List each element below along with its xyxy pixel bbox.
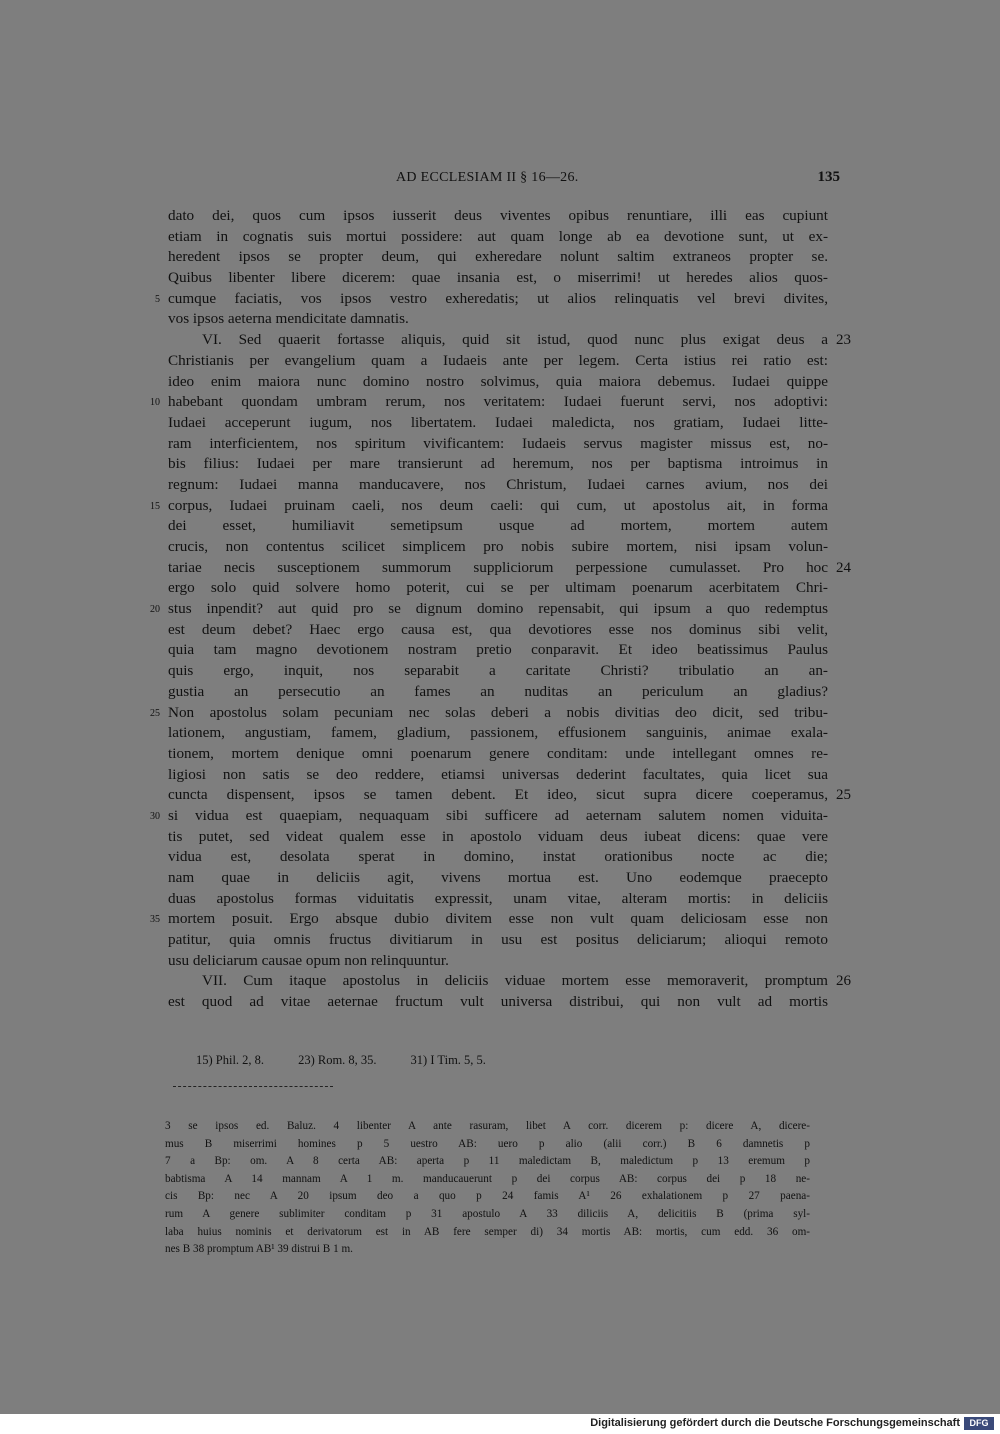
line-text: patitur, quia omnis fructus divitiarum in usu est positus deliciarum; alioqui remoto <box>168 931 828 949</box>
text-line <box>168 992 828 1013</box>
text-line <box>168 413 828 434</box>
line-text: Non apostolus solam pecuniam nec solas deberi a nobis divitias deo dicit, sed tribu- <box>168 703 828 721</box>
text-line <box>150 806 828 827</box>
line-text: etiam in cognatis suis mortui possidere: aut quam longe ab ea devotione sunt, ut ex- <box>168 227 828 245</box>
text-line <box>168 868 828 889</box>
section-marker: 25 <box>836 787 851 804</box>
text-line <box>168 744 828 765</box>
text-line <box>168 682 828 703</box>
text-line <box>168 227 828 248</box>
text-line <box>155 289 828 310</box>
footer-credit: Digitalisierung gefördert durch die Deutsche Forschungsgemeinschaft <box>590 1417 960 1429</box>
line-number: 5 <box>155 293 160 305</box>
line-text: ideo enim maiora nunc domino nostro solvimus, quia maiora debemus. Iudaei quippe <box>168 372 828 390</box>
apparatus-line: nes B 38 promptum AB¹ 39 distrui B 1 m. <box>165 1243 353 1256</box>
section-marker: 24 <box>836 559 851 576</box>
line-text: Quibus libenter libere dicerem: quae insania est, o miserrimi! ut heredes alios quos- <box>168 269 828 287</box>
line-text: habebant quondam umbram rerum, nos veritatem: Iudaei fuerunt servi, nos adoptivi: <box>168 393 828 411</box>
apparatus-line: babtisma A 14 mannam A 1 m. manducauerunt p dei corpus AB: corpus dei p 18 ne- <box>165 1172 810 1185</box>
text-line <box>168 827 828 848</box>
line-text: vidua est, desolata sperat in domino, instat orationibus nocte ac die; <box>168 848 828 866</box>
text-line <box>168 330 851 351</box>
line-number: 10 <box>150 397 160 409</box>
line-number: 20 <box>150 604 160 616</box>
apparatus-line: laba huius nominis et derivatorum est in AB fere semper di) 34 mortis AB: mortis, cum edd. 36 om- <box>165 1225 810 1238</box>
line-text: ligiosi non satis se deo reddere, etiamsi universas dederint facultates, quia licet sua <box>168 765 828 783</box>
running-header: AD ECCLESIAM II § 16—26. <box>396 170 579 185</box>
line-text: vos ipsos aeterna mendicitate damnatis. <box>168 310 409 328</box>
reference-item: 23) Rom. 8, 35. <box>298 1053 377 1067</box>
text-line <box>168 247 828 268</box>
line-number: 25 <box>150 707 160 719</box>
text-line <box>168 351 828 372</box>
line-text: Christianis per evangelium quam a Iudaeis ante per legem. Certa istius rei ratio est: <box>168 351 828 369</box>
line-text: tariae necis susceptionem summorum suppliciorum perpessione cumulasset. Pro hoc <box>168 558 828 576</box>
line-text: quis ergo, inquit, nos separabit a caritate Christi? tribulatio an an- <box>168 662 828 680</box>
critical-apparatus <box>165 1118 810 1259</box>
line-text: bis filius: Iudaei per mare transierunt ad heremum, nos per baptisma introimus in <box>168 455 828 473</box>
line-text: Iudaei acceperunt iugum, nos libertatem. Iudaei maledicta, nos gratiam, Iudaei litte- <box>168 413 828 431</box>
text-line <box>168 454 828 475</box>
line-text: quia tam magno devotionem nostram pretio conparavit. Et ideo beatissimus Paulus <box>168 641 828 659</box>
line-text: crucis, non contentus scilicet simplicem pro nobis subire mortem, nisi ipsam volun- <box>168 538 828 555</box>
line-text: usu deliciarum causae opum non relinquuntur. <box>168 951 449 969</box>
text-line <box>168 930 828 951</box>
line-text: corpus, Iudaei pruinam caeli, nos deum caeli: qui cum, ut apostolus ait, in forma <box>168 496 828 514</box>
line-text: si vidua est quaepiam, nequaquam sibi sufficere ad aeternam salutem nomen viduita- <box>168 806 828 824</box>
text-line <box>168 309 828 330</box>
line-text: VI. Sed quaerit fortasse aliquis, quid sit istud, quod nunc plus exigat deus a <box>202 331 828 349</box>
text-line <box>168 268 828 289</box>
text-line <box>168 206 828 227</box>
footnote-divider <box>173 1086 333 1093</box>
text-line <box>168 372 828 393</box>
text-line <box>168 785 851 806</box>
line-text: cuncta dispensent, ipsos se tamen debent. Et ideo, sicut supra dicere coeperamus, <box>168 786 828 804</box>
text-line <box>168 578 828 599</box>
line-text: est quod ad vitae aeternae fructum vult universa distribui, qui non vult ad mortis <box>168 993 828 1011</box>
apparatus-line: cis Bp: nec A 20 ipsum deo a quo p 24 famis A¹ 26 exhalationem p 27 paena- <box>165 1190 810 1203</box>
scripture-references <box>196 1053 520 1068</box>
line-number: 35 <box>150 914 160 926</box>
text-line <box>150 392 828 413</box>
line-text: dato dei, quos cum ipsos iusserit deus viventes opibus renuntiare, illi eas cupiunt <box>168 207 828 224</box>
text-line <box>168 475 828 496</box>
line-text: est deum debet? Haec ergo causa est, qua devotiores esse nos dominus sibi velit, <box>168 620 828 638</box>
text-line <box>168 661 828 682</box>
line-text: lationem, angustiam, famem, gladium, passionem, effusionem sanguinis, animae exala- <box>168 724 828 742</box>
reference-item: 31) I Tim. 5, 5. <box>410 1053 486 1067</box>
text-line <box>168 765 828 786</box>
section-marker: 26 <box>836 973 851 990</box>
line-text: heredent ipsos se propter deum, qui exheredare nolunt saltim extraneos propter se. <box>168 248 828 266</box>
apparatus-line: mus B miserrimi homines p 5 uestro AB: uero p alio (alii corr.) B 6 damnetis p <box>165 1137 810 1150</box>
text-line <box>168 558 851 579</box>
apparatus-line: 3 se ipsos ed. Baluz. 4 libenter A ante rasuram, libet A corr. dicerem p: dicere A, dicere- <box>165 1120 810 1132</box>
text-line <box>168 723 828 744</box>
line-text: mortem posuit. Ergo absque dubio divitem esse non vult quam deliciosam esse non <box>168 910 828 928</box>
apparatus-line: 7 a Bp: om. A 8 certa AB: aperta p 11 maledictam B, maledictum p 13 eremum p <box>165 1155 810 1168</box>
footer-bar <box>0 1414 1000 1434</box>
line-number: 15 <box>150 500 160 512</box>
text-line <box>150 909 828 930</box>
line-text: gustia an persecutio an fames an nuditas an periculum an gladius? <box>168 682 828 700</box>
section-marker: 23 <box>836 332 851 349</box>
line-text: ergo solo quid solvere homo poterit, cui se per ultimam poenarum acerbitatem Chri- <box>168 579 828 597</box>
line-text: tis putet, sed videat qualem esse in apostolo viduam deus iubeat dicens: quae vere <box>168 827 828 845</box>
line-text: dei esset, humiliavit semetipsum usque ad mortem, mortem autem <box>168 517 828 535</box>
text-line <box>168 640 828 661</box>
line-number: 30 <box>150 810 160 822</box>
text-line <box>168 847 828 868</box>
text-line <box>168 971 851 992</box>
dfg-logo: DFG <box>964 1417 994 1430</box>
text-line <box>168 434 828 455</box>
line-text: cumque faciatis, vos ipsos vestro exheredatis; ut alios relinquatis vel brevi divites, <box>168 289 828 307</box>
line-text: ram interficientem, nos spiritum vivificantem: Iudaeis servus magister missus est, no- <box>168 434 828 452</box>
text-line <box>168 889 828 910</box>
line-text: nam quae in deliciis agit, vivens mortua est. Uno eodemque praecepto <box>168 869 828 886</box>
line-text: VII. Cum itaque apostolus in deliciis viduae mortem esse memoraverit, promptum <box>202 972 828 990</box>
text-line <box>150 496 828 517</box>
reference-item: 15) Phil. 2, 8. <box>196 1053 265 1067</box>
main-text <box>150 206 851 1013</box>
text-line <box>150 599 828 620</box>
text-line <box>150 703 828 724</box>
apparatus-line: rum A genere sublimiter conditam p 31 apostulo A 33 diliciis A, delicitiis B (prima syl- <box>165 1207 810 1220</box>
text-line <box>168 516 828 537</box>
text-line <box>168 620 828 641</box>
text-line <box>168 951 828 972</box>
text-line <box>168 537 828 558</box>
line-text: stus inpendit? aut quid pro se dignum domino repensabit, qui ipsum a quo redemptus <box>168 600 828 618</box>
line-text: duas apostolus formas viduitatis expressit, unam vitae, alteram mortis: in deliciis <box>168 889 828 907</box>
line-text: tionem, mortem denique omni poenarum genere conditam: unde intellegant omnes re- <box>168 744 828 762</box>
line-text: regnum: Iudaei manna manducavere, nos Christum, Iudaei carnes avium, nos dei <box>168 475 828 493</box>
page-number: 135 <box>817 169 840 185</box>
